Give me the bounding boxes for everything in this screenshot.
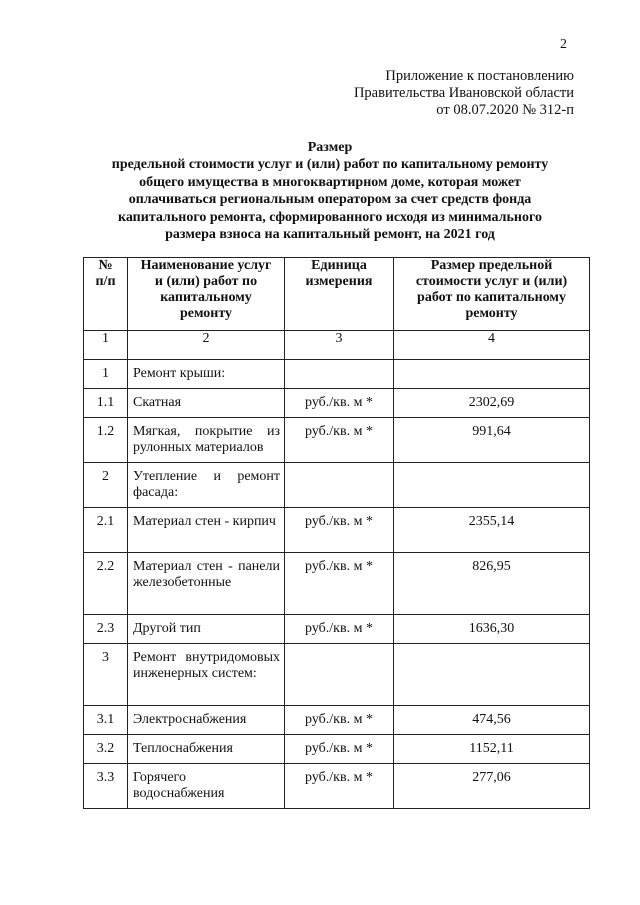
title-line-5: капитального ремонта, сформированного исходя из минимального [118,209,542,225]
table-row [84,463,590,508]
row-value: 2355,14 [394,508,590,553]
header-number [84,258,128,331]
row-name: Скатная [128,389,285,418]
row-name: Теплоснабжения [128,735,285,764]
header-name [128,258,285,331]
row-number: 2 [84,463,128,508]
row-value: 826,95 [394,553,590,615]
row-unit [285,463,394,508]
appendix-line-3: от 08.07.2020 № 312-п [436,102,574,118]
row-name: Материал стен - панели железобетонные [128,553,285,615]
row-number: 2.2 [84,553,128,615]
row-name: Мягкая, покрытие из рулонных материалов [128,418,285,463]
row-number: 3.2 [84,735,128,764]
index-cell: 1 [84,331,128,360]
row-value: 2302,69 [394,389,590,418]
table-row [84,644,590,706]
header-unit-text: Единица измерения [305,258,373,289]
row-number: 3.3 [84,764,128,809]
table-row [84,764,590,809]
table-row [84,508,590,553]
title-line-4: оплачиваться региональным оператором за счет средств фонда [128,192,532,208]
header-unit [285,258,394,331]
table-row [84,735,590,764]
row-number: 1 [84,360,128,389]
row-unit: руб./кв. м * [285,553,394,615]
row-value [394,463,590,508]
row-unit: руб./кв. м * [285,389,394,418]
row-name: Другой тип [128,615,285,644]
row-unit: руб./кв. м * [285,735,394,764]
row-name: Материал стен - кирпич [128,508,285,553]
table-row [84,706,590,735]
table-header-row [84,258,590,331]
row-value: 991,64 [394,418,590,463]
row-name: Ремонт крыши: [128,360,285,389]
appendix-line-2: Правительства Ивановской области [353,85,574,101]
row-unit [285,644,394,706]
row-name: Ремонт внутридомовых инженерных систем: [128,644,285,706]
row-number: 1.1 [84,389,128,418]
row-value: 1636,30 [394,615,590,644]
table-row [84,418,590,463]
appendix-note [354,68,574,119]
title-line-2: предельной стоимости услуг и (или) работ по капитальному ремонту [111,157,549,173]
row-unit [285,360,394,389]
row-value: 277,06 [394,764,590,809]
row-value: 474,56 [394,706,590,735]
appendix-line-1: Приложение к постановлению [385,68,574,84]
title-line-6: размера взноса на капитальный ремонт, на 2021 год [165,227,495,243]
row-name: Электроснабжения [128,706,285,735]
row-number: 3.1 [84,706,128,735]
row-unit: руб./кв. м * [285,418,394,463]
index-cell: 4 [394,331,590,360]
index-cell: 2 [128,331,285,360]
header-value [394,258,590,331]
row-unit: руб./кв. м * [285,508,394,553]
row-number: 2.3 [84,615,128,644]
row-number: 3 [84,644,128,706]
table-row [84,615,590,644]
header-number-text: № п/п [95,258,116,289]
row-unit: руб./кв. м * [285,706,394,735]
row-value [394,360,590,389]
row-number: 1.2 [84,418,128,463]
header-name-text: Наименование услуг и (или) работ по капитальному ремонту [140,258,272,321]
row-name: Утепление и ремонт фасада: [128,463,285,508]
title-line-1: Размер [307,140,353,155]
row-unit: руб./кв. м * [285,764,394,809]
row-value: 1152,11 [394,735,590,764]
row-value [394,644,590,706]
tariff-table [83,257,590,809]
header-value-text: Размер предельной стоимости услуг и (или) работ по капитальному ремонту [415,258,568,321]
table-row [84,553,590,615]
table-row [84,389,590,418]
title-line-3: общего имущества в многоквартирном доме, которая может [139,174,521,190]
table-row [84,360,590,389]
column-index-row [84,331,590,360]
row-number: 2.1 [84,508,128,553]
index-cell: 3 [285,331,394,360]
page-number: 2 [560,37,567,52]
row-unit: руб./кв. м * [285,615,394,644]
row-name: Горячего водоснабжения [128,764,285,809]
document-title [60,139,600,243]
